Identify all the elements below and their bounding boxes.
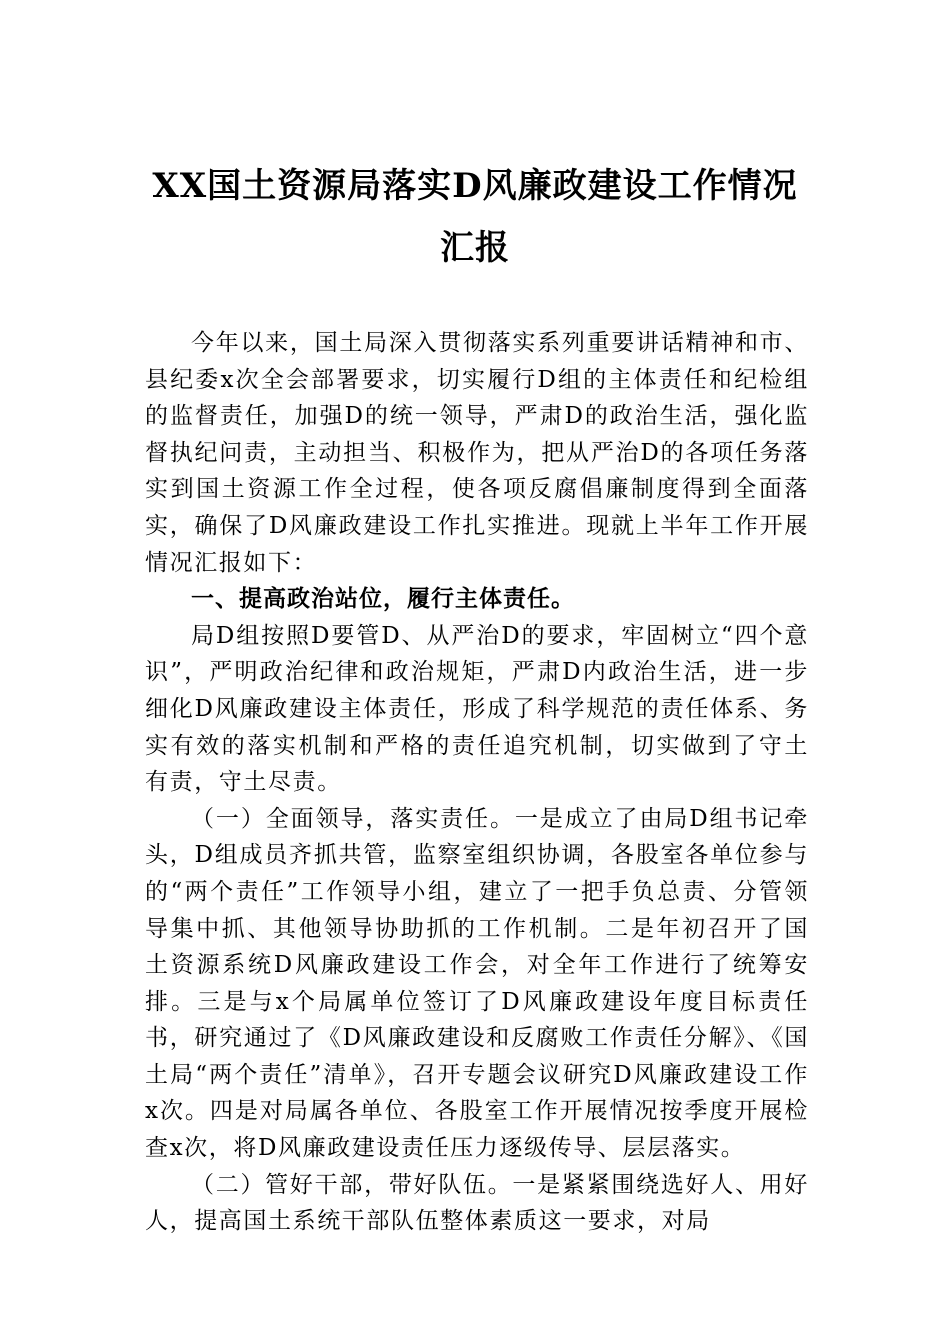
paragraph-subsection-1: （一）全面领导，落实责任。一是成立了由局D组书记牵头，D组成员齐抓共管，监察室组织协调，各股室各单位参与的“两个责任”工作领导小组，建立了一把手负总责、分管领导集中抓、其他领导协助抓的工作机制。二是年初召开了国土资源系统D风廉政建设工作会，对全年工作进行了统筹安排。三是与x个局属单位签订了D风廉政建设年度目标责任书，研究通过了《D风廉政建设和反腐败工作责任分解》、《国土局“两个责任”清单》，召开专题会议研究D风廉政建设工作x次。四是对局属各单位、各股室工作开展情况按季度开展检查x次，将D风廉政建设责任压力逐级传导、层层落实。 xyxy=(145,805,809,1162)
document-title: XX国土资源局落实D风廉政建设工作情况汇报 xyxy=(152,166,798,268)
document-body xyxy=(145,325,809,1240)
paragraph-subsection-2: （二）管好干部，带好队伍。一是紧紧围绕选好人、用好人，提高国土系统干部队伍整体素质这一要求，对局 xyxy=(145,1171,809,1235)
section-heading-1: 一、提高政治站位，履行主体责任。 xyxy=(191,586,575,613)
paragraph-section-1: 局D组按照D要管D、从严治D的要求，牢固树立“四个意识”，严明政治纪律和政治规矩，严肃D内政治生活，进一步细化D风廉政建设主体责任，形成了科学规范的责任体系、务实有效的落实机制和严格的责任追究机制，切实做到了守土有责，守土尽责。 xyxy=(145,622,809,796)
paragraph-intro: 今年以来，国土局深入贯彻落实系列重要讲话精神和市、县纪委x次全会部署要求，切实履行D组的主体责任和纪检组的监督责任，加强D的统一领导，严肃D的政治生活，强化监督执纪问责，主动担当、积极作为，把从严治D的各项任务落实到国土资源工作全过程，使各项反腐倡廉制度得到全面落实，确保了D风廉政建设工作扎实推进。现就上半年工作开展情况汇报如下： xyxy=(145,330,809,576)
